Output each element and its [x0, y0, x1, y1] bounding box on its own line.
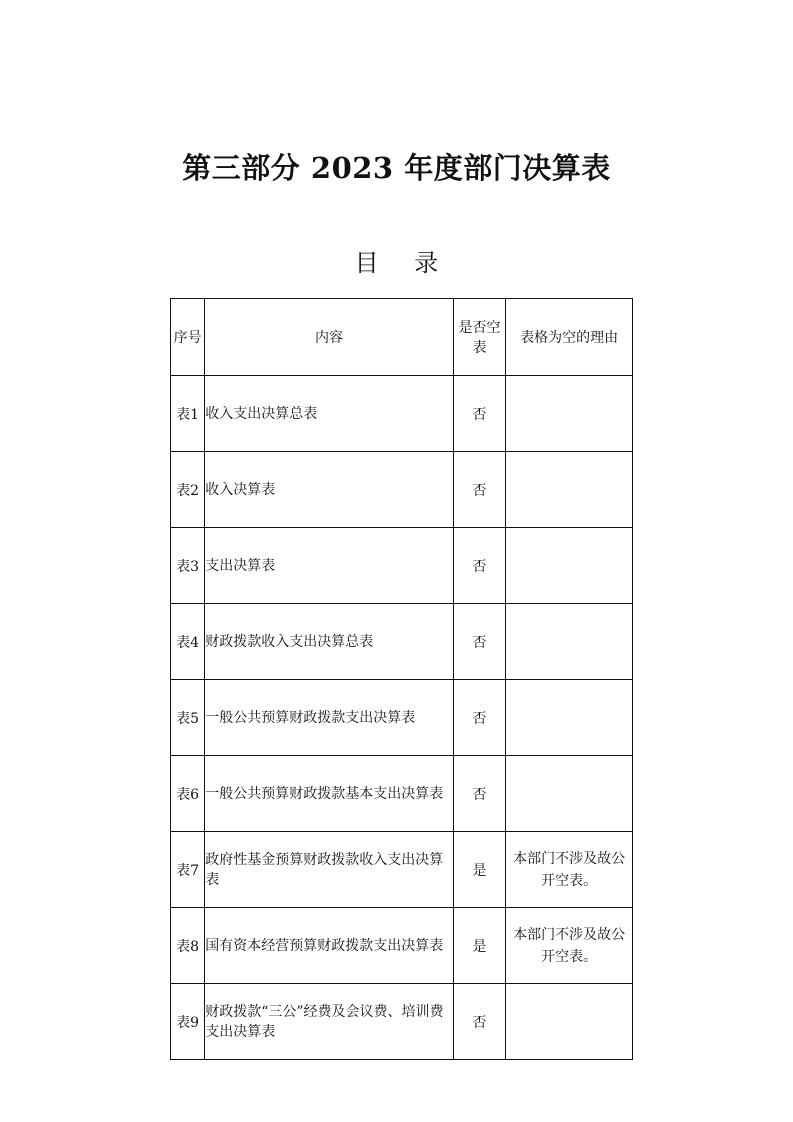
row-reason [506, 604, 633, 680]
row-is-empty: 否 [453, 376, 505, 452]
row-is-empty: 是 [453, 908, 505, 984]
table-row [171, 908, 633, 984]
row-is-empty: 否 [453, 528, 505, 604]
table-row [171, 832, 633, 908]
table-header-row [171, 299, 633, 376]
toc-table [170, 298, 633, 1060]
table-row [171, 452, 633, 528]
row-content: 政府性基金预算财政拨款收入支出决算表 [205, 832, 454, 908]
row-seq: 表1 [171, 376, 205, 452]
row-content: 收入支出决算总表 [205, 376, 454, 452]
table-row [171, 756, 633, 832]
page-title: 第三部分 2023 年度部门决算表 [182, 151, 611, 185]
row-content: 财政拨款收入支出决算总表 [205, 604, 454, 680]
row-content: 一般公共预算财政拨款支出决算表 [205, 680, 454, 756]
table-row [171, 604, 633, 680]
row-seq: 表7 [171, 832, 205, 908]
row-is-empty: 否 [453, 756, 505, 832]
row-is-empty: 否 [453, 984, 505, 1060]
row-seq: 表2 [171, 452, 205, 528]
header-reason: 表格为空的理由 [506, 299, 633, 376]
row-reason [506, 984, 633, 1060]
row-content: 财政拨款“三公”经费及会议费、培训费支出决算表 [205, 984, 454, 1060]
table-row [171, 984, 633, 1060]
row-reason [506, 756, 633, 832]
row-is-empty: 否 [453, 680, 505, 756]
row-is-empty: 否 [453, 452, 505, 528]
row-seq: 表9 [171, 984, 205, 1060]
row-reason: 本部门不涉及故公开空表。 [506, 832, 633, 908]
table-row [171, 376, 633, 452]
row-content: 支出决算表 [205, 528, 454, 604]
row-reason [506, 528, 633, 604]
row-seq: 表6 [171, 756, 205, 832]
row-seq: 表4 [171, 604, 205, 680]
header-seq: 序号 [171, 299, 205, 376]
row-is-empty: 否 [453, 604, 505, 680]
row-content: 国有资本经营预算财政拨款支出决算表 [205, 908, 454, 984]
row-content: 一般公共预算财政拨款基本支出决算表 [205, 756, 454, 832]
row-reason [506, 376, 633, 452]
table-row [171, 528, 633, 604]
row-reason [506, 680, 633, 756]
row-seq: 表3 [171, 528, 205, 604]
row-reason [506, 452, 633, 528]
header-content: 内容 [205, 299, 454, 376]
table-row [171, 680, 633, 756]
row-seq: 表5 [171, 680, 205, 756]
toc-heading: 目 录 [354, 249, 453, 277]
row-content: 收入决算表 [205, 452, 454, 528]
header-is-empty: 是否空表 [453, 299, 505, 376]
row-is-empty: 是 [453, 832, 505, 908]
row-seq: 表8 [171, 908, 205, 984]
row-reason: 本部门不涉及故公开空表。 [506, 908, 633, 984]
